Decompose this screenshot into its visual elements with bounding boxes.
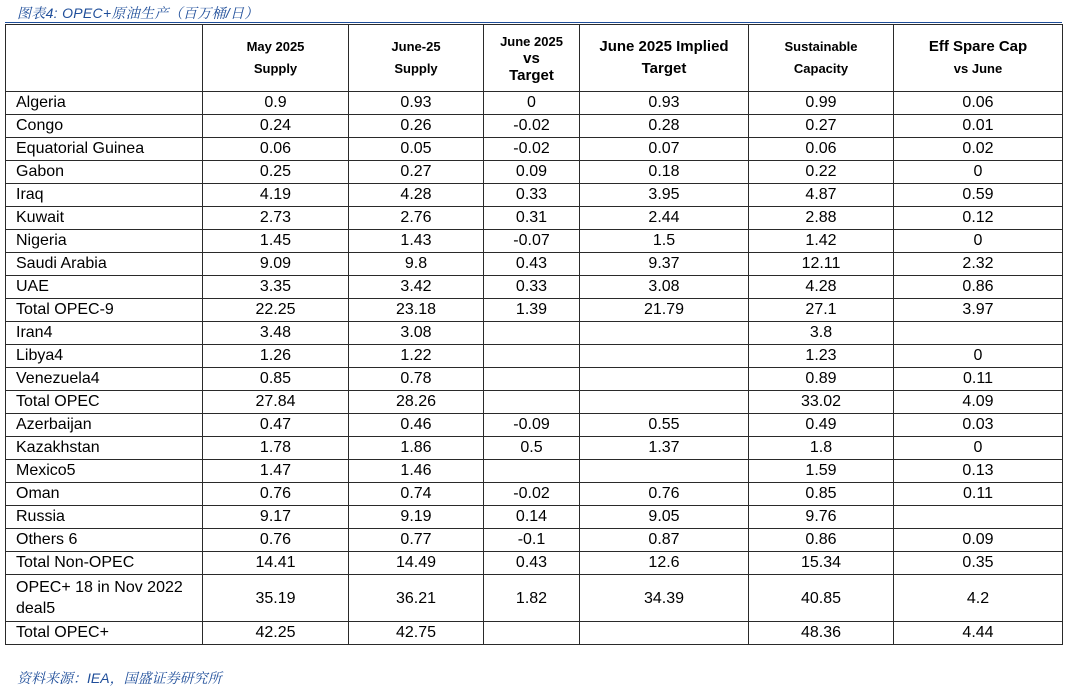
table-cell: 0 (484, 92, 580, 115)
table-cell (484, 322, 580, 345)
table-row (6, 414, 1063, 437)
header-may-supply (203, 25, 349, 92)
table-cell: 0.27 (349, 161, 484, 184)
header-line: Eff Spare Cap (928, 38, 1028, 55)
table-cell: 0.27 (749, 115, 894, 138)
table-cell: 0.01 (894, 115, 1063, 138)
table-cell: 0.76 (203, 529, 349, 552)
table-cell (894, 322, 1063, 345)
table-cell: 14.49 (349, 552, 484, 575)
table-cell (580, 460, 749, 483)
row-label: Oman (6, 483, 203, 506)
table-cell: 40.85 (749, 575, 894, 622)
row-label: Azerbaijan (6, 414, 203, 437)
table-cell: 27.1 (749, 299, 894, 322)
table-cell: 36.21 (349, 575, 484, 622)
table-cell: 4.87 (749, 184, 894, 207)
table-cell: 0.93 (349, 92, 484, 115)
header-line: June 2025 (500, 33, 563, 49)
table-row (6, 230, 1063, 253)
row-label: Kuwait (6, 207, 203, 230)
table-cell (580, 322, 749, 345)
figure-title: 图表4: OPEC+原油生产（百万桶/日） (17, 5, 259, 21)
row-label: UAE (6, 276, 203, 299)
header-row (6, 25, 1063, 92)
table-cell: 0 (894, 230, 1063, 253)
table-row (6, 161, 1063, 184)
table-cell: 12.6 (580, 552, 749, 575)
table-cell: 9.76 (749, 506, 894, 529)
table-cell (580, 345, 749, 368)
row-label: Total OPEC+ (6, 622, 203, 645)
table-cell: 0.05 (349, 138, 484, 161)
table-cell: 1.42 (749, 230, 894, 253)
table-row (6, 391, 1063, 414)
table-cell: 0.43 (484, 253, 580, 276)
table-cell: 1.37 (580, 437, 749, 460)
table-cell: 0.5 (484, 437, 580, 460)
table-cell: 2.44 (580, 207, 749, 230)
table-row (6, 276, 1063, 299)
table-cell: 1.47 (203, 460, 349, 483)
table-cell: 4.19 (203, 184, 349, 207)
opec-production-table (5, 24, 1063, 645)
row-label: Iraq (6, 184, 203, 207)
table-row (6, 138, 1063, 161)
table-cell: -0.02 (484, 138, 580, 161)
table-cell: 9.09 (203, 253, 349, 276)
table-cell: 1.59 (749, 460, 894, 483)
table-cell: 0.09 (484, 161, 580, 184)
header-line: vs June (953, 61, 1003, 76)
table-cell: 2.32 (894, 253, 1063, 276)
table-cell: 15.34 (749, 552, 894, 575)
table-cell: 0.06 (894, 92, 1063, 115)
table-cell: 48.36 (749, 622, 894, 645)
table-cell (580, 368, 749, 391)
table-row (6, 345, 1063, 368)
table-cell: 0.18 (580, 161, 749, 184)
table-cell: 21.79 (580, 299, 749, 322)
table-cell: 0.59 (894, 184, 1063, 207)
row-label: Mexico5 (6, 460, 203, 483)
table-cell: 0 (894, 161, 1063, 184)
table-cell: 0.12 (894, 207, 1063, 230)
table-cell: 0.77 (349, 529, 484, 552)
header-sustainable-capacity (749, 25, 894, 92)
table-cell: 1.43 (349, 230, 484, 253)
table-cell: 0.85 (749, 483, 894, 506)
table-cell: 4.28 (349, 184, 484, 207)
header-line: Target (641, 60, 687, 77)
table-cell: 0.93 (580, 92, 749, 115)
table-cell: 0.85 (203, 368, 349, 391)
table-cell: 0.22 (749, 161, 894, 184)
row-label: Total Non-OPEC (6, 552, 203, 575)
table-row (6, 253, 1063, 276)
header-line: Supply (394, 61, 438, 76)
table-row (6, 184, 1063, 207)
table-cell: 34.39 (580, 575, 749, 622)
table-cell: 3.42 (349, 276, 484, 299)
title-rule (5, 22, 1062, 23)
header-line: vs (523, 49, 540, 67)
table-cell: 14.41 (203, 552, 349, 575)
header-line: Capacity (793, 61, 849, 76)
table-row (6, 437, 1063, 460)
header-implied-target (580, 25, 749, 92)
table-cell: 0.02 (894, 138, 1063, 161)
table-cell (580, 622, 749, 645)
row-label: Libya4 (6, 345, 203, 368)
header-line: Target (509, 66, 554, 84)
table-cell: 0.49 (749, 414, 894, 437)
header-line: Sustainable (784, 39, 858, 54)
table-cell: 0.46 (349, 414, 484, 437)
table-cell: 3.08 (349, 322, 484, 345)
table-cell: 22.25 (203, 299, 349, 322)
header-line: Supply (253, 61, 298, 76)
table-row (6, 460, 1063, 483)
table-row (6, 299, 1063, 322)
table-cell: 0.99 (749, 92, 894, 115)
table-cell (484, 391, 580, 414)
table-row (6, 322, 1063, 345)
table-cell (484, 345, 580, 368)
table-cell: 9.8 (349, 253, 484, 276)
table-cell: 0.14 (484, 506, 580, 529)
table-cell: 0.9 (203, 92, 349, 115)
table-cell: -0.02 (484, 115, 580, 138)
header-line: May 2025 (246, 39, 305, 54)
table-row (6, 506, 1063, 529)
table-cell (580, 391, 749, 414)
table-cell: 2.73 (203, 207, 349, 230)
table-row (6, 575, 1063, 622)
row-label: Equatorial Guinea (6, 138, 203, 161)
row-label: Iran4 (6, 322, 203, 345)
header-line: June 2025 Implied (599, 38, 729, 55)
table-cell: 9.19 (349, 506, 484, 529)
table-cell: -0.1 (484, 529, 580, 552)
table-cell: 3.95 (580, 184, 749, 207)
table-cell: 28.26 (349, 391, 484, 414)
row-label: Algeria (6, 92, 203, 115)
table-cell: 3.35 (203, 276, 349, 299)
table-cell: 0.78 (349, 368, 484, 391)
table-cell: 1.86 (349, 437, 484, 460)
table-cell: 35.19 (203, 575, 349, 622)
table-cell: 0.25 (203, 161, 349, 184)
table-cell: 27.84 (203, 391, 349, 414)
table-cell: 1.5 (580, 230, 749, 253)
header-country (6, 25, 203, 92)
table-cell: 42.25 (203, 622, 349, 645)
figure-source: 资料来源：IEA，国盛证券研究所 (17, 670, 222, 686)
table-cell: 12.11 (749, 253, 894, 276)
table-cell: 3.08 (580, 276, 749, 299)
table-cell: -0.09 (484, 414, 580, 437)
table-cell: 0.28 (580, 115, 749, 138)
table-cell: 0.43 (484, 552, 580, 575)
header-june-supply (349, 25, 484, 92)
table-cell: 0.86 (749, 529, 894, 552)
table-cell: 0.11 (894, 368, 1063, 391)
table-cell: 3.48 (203, 322, 349, 345)
table-cell: 2.88 (749, 207, 894, 230)
table-cell: 1.22 (349, 345, 484, 368)
table-cell: 1.23 (749, 345, 894, 368)
table-cell: 0.89 (749, 368, 894, 391)
table-cell: 0 (894, 437, 1063, 460)
table-cell: 4.2 (894, 575, 1063, 622)
table-cell: 0 (894, 345, 1063, 368)
table-cell: 0.31 (484, 207, 580, 230)
row-label: OPEC+ 18 in Nov 2022 deal5 (6, 575, 203, 622)
table-cell (484, 368, 580, 391)
row-label: Saudi Arabia (6, 253, 203, 276)
header-line: June-25 (391, 39, 441, 54)
table-cell (484, 622, 580, 645)
table-row (6, 368, 1063, 391)
row-label: Venezuela4 (6, 368, 203, 391)
table-row (6, 529, 1063, 552)
table-row (6, 622, 1063, 645)
table-cell: 1.46 (349, 460, 484, 483)
table-cell: 23.18 (349, 299, 484, 322)
table-cell: 0.76 (203, 483, 349, 506)
row-label: Total OPEC-9 (6, 299, 203, 322)
table-cell: 2.76 (349, 207, 484, 230)
table-row (6, 115, 1063, 138)
table-cell: 1.45 (203, 230, 349, 253)
table-cell: 1.8 (749, 437, 894, 460)
table-cell: 0.76 (580, 483, 749, 506)
table-cell: 1.78 (203, 437, 349, 460)
table-cell (894, 506, 1063, 529)
table-cell: 0.06 (749, 138, 894, 161)
table-cell: 1.82 (484, 575, 580, 622)
table-cell: 9.37 (580, 253, 749, 276)
table-cell: 0.11 (894, 483, 1063, 506)
table-row (6, 552, 1063, 575)
table-cell: 0.87 (580, 529, 749, 552)
table-cell: 0.06 (203, 138, 349, 161)
table-cell: 0.74 (349, 483, 484, 506)
table-cell: 0.33 (484, 276, 580, 299)
table-cell: 0.86 (894, 276, 1063, 299)
header-vs-target (484, 25, 580, 92)
table-cell: 0.09 (894, 529, 1063, 552)
table-cell: -0.07 (484, 230, 580, 253)
table-cell: 0.13 (894, 460, 1063, 483)
row-label: Kazakhstan (6, 437, 203, 460)
table-row (6, 483, 1063, 506)
row-label: Nigeria (6, 230, 203, 253)
table-cell: 0.33 (484, 184, 580, 207)
table-cell: 0.26 (349, 115, 484, 138)
row-label: Gabon (6, 161, 203, 184)
table-cell: 0.07 (580, 138, 749, 161)
table-cell: 0.55 (580, 414, 749, 437)
row-label: Others 6 (6, 529, 203, 552)
table-cell: 0.03 (894, 414, 1063, 437)
table-cell: -0.02 (484, 483, 580, 506)
table-cell: 0.47 (203, 414, 349, 437)
table-cell: 9.05 (580, 506, 749, 529)
table-cell: 3.97 (894, 299, 1063, 322)
table-row (6, 207, 1063, 230)
row-label: Congo (6, 115, 203, 138)
table-cell: 33.02 (749, 391, 894, 414)
table-cell: 9.17 (203, 506, 349, 529)
table-cell: 4.09 (894, 391, 1063, 414)
table-cell: 1.26 (203, 345, 349, 368)
table-body (6, 92, 1063, 645)
table-cell: 3.8 (749, 322, 894, 345)
table-row (6, 92, 1063, 115)
row-label: Total OPEC (6, 391, 203, 414)
table-cell: 4.28 (749, 276, 894, 299)
header-eff-spare-cap (894, 25, 1063, 92)
row-label: Russia (6, 506, 203, 529)
table-cell: 0.35 (894, 552, 1063, 575)
table-cell: 42.75 (349, 622, 484, 645)
table-cell (484, 460, 580, 483)
table-cell: 4.44 (894, 622, 1063, 645)
table-cell: 1.39 (484, 299, 580, 322)
table-cell: 0.24 (203, 115, 349, 138)
